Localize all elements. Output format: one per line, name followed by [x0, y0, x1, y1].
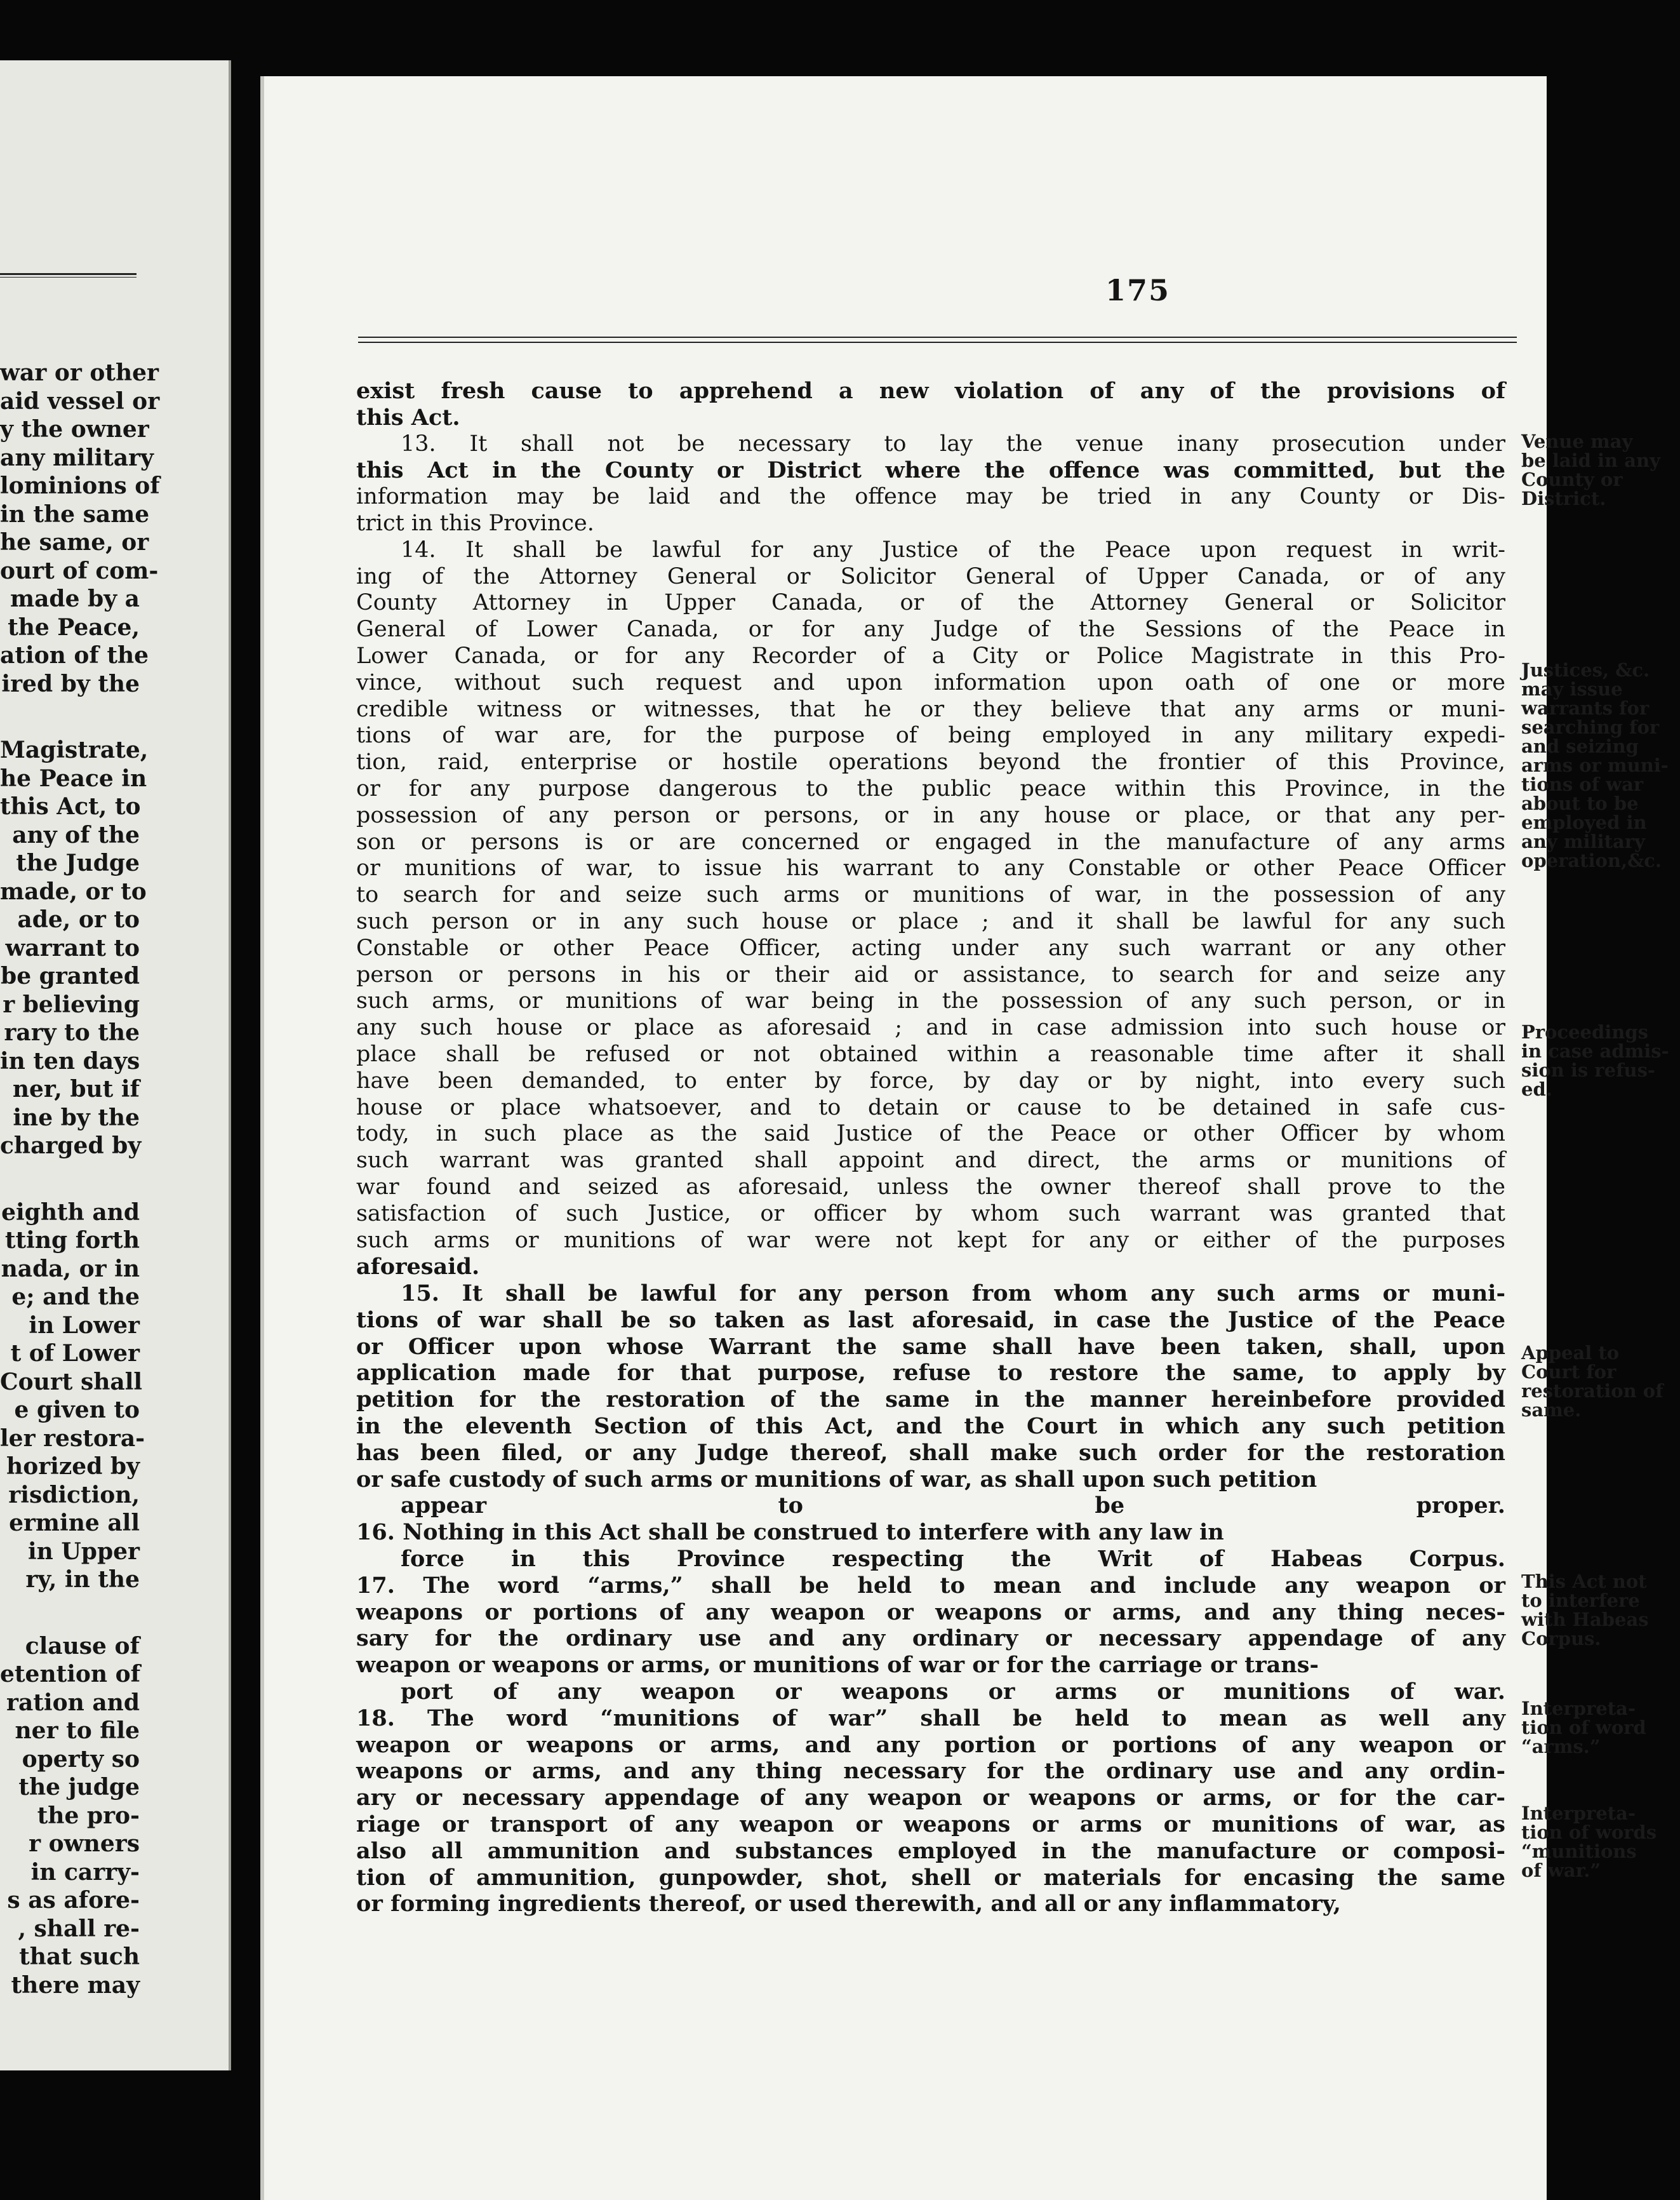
margin-note-line: with Habeas [1521, 1609, 1649, 1630]
left-page-line: aid vessel or [0, 387, 160, 415]
margin-note-line: District. [1521, 488, 1606, 509]
left-page-line: the Judge [16, 850, 140, 876]
left-page-line: ermine all [9, 1510, 140, 1536]
body-line: son or persons is or are concerned or engaged in the manufacture of any arms [356, 829, 1505, 855]
margin-note-line: “arms.” [1521, 1736, 1601, 1757]
body-line: this Act in the County or District where the offence was committed, but the [356, 457, 1505, 484]
margin-note-line: any military [1521, 831, 1645, 852]
margin-note-line: may issue [1521, 678, 1623, 700]
body-line: exist fresh cause to apprehend a new violation of any of the provisions of [356, 378, 1505, 404]
left-page-line: Court shall [0, 1368, 143, 1395]
left-page-line: in Upper [28, 1538, 140, 1565]
body-line: place shall be refused or not obtained within a reasonable time after it shall [356, 1041, 1505, 1067]
body-text [356, 378, 1505, 1917]
left-page-line: he Peace in [0, 765, 147, 792]
body-line: 16. Nothing in this Act shall be construed to interfere with any law in [356, 1519, 1224, 1546]
left-page-line: ade, or to [17, 906, 140, 933]
margin-note-line: Corpus. [1521, 1628, 1601, 1649]
left-page-line: r owners [29, 1830, 140, 1857]
left-page-line: ine by the [13, 1104, 140, 1131]
body-line: Constable or other Peace Officer, acting under any such warrant or any other [356, 935, 1505, 961]
body-line: credible witness or witnesses, that he or they believe that any arms or muni- [356, 696, 1505, 722]
left-page-line: etention of [0, 1661, 141, 1687]
left-page-line: that such [19, 1943, 140, 1970]
margin-note-line: ed. [1521, 1078, 1552, 1100]
left-page-line [0, 1160, 229, 1198]
body-line: such warrant was granted shall appoint and direct, the arms or munitions of [356, 1148, 1505, 1174]
margin-note-line: restoration of [1521, 1380, 1663, 1402]
body-line: or for any purpose dangerous to the public peace within this Province, in the [356, 775, 1505, 802]
body-line: Lower Canada, or for any Recorder of a City or Police Magistrate in this Pro- [356, 643, 1505, 669]
left-page-line: ration and [6, 1689, 140, 1716]
margin-note-line: Interpreta- [1521, 1802, 1636, 1824]
left-facing-page [0, 60, 231, 2070]
left-page-rule [0, 273, 137, 278]
margin-note-line: same. [1521, 1399, 1582, 1421]
body-line: tion of ammunition, gunpowder, shot, shell or materials for encasing the same [356, 1864, 1505, 1891]
body-line: aforesaid. [356, 1254, 480, 1280]
margin-note-line: County or [1521, 469, 1623, 490]
margin-note-line: searching for [1521, 716, 1660, 738]
margin-note-line: about to be [1521, 793, 1639, 814]
margin-note-line: operation,&c. [1521, 850, 1662, 871]
left-page-line: e; and the [11, 1284, 140, 1310]
left-page-line: tting forth [4, 1227, 140, 1254]
left-page-line: in ten days [0, 1047, 140, 1075]
body-line: have been demanded, to enter by force, by day or by night, into every such [356, 1068, 1505, 1094]
margin-note-line: be laid in any [1521, 450, 1660, 471]
body-line: port of any weapon or weapons or arms or munitions of war. [401, 1679, 1505, 1705]
body-line: trict in this Province. [356, 510, 594, 536]
body-line: tody, in such place as the said Justice of the Peace or other Officer by whom [356, 1121, 1505, 1147]
left-page-line: clause of [25, 1632, 140, 1660]
left-page-line: this Act, to [0, 793, 141, 820]
right-page [260, 76, 1669, 2200]
body-line: weapons or portions of any weapon or weapons or arms, and any thing neces- [356, 1599, 1505, 1625]
margin-note-line: tion of words [1521, 1821, 1657, 1843]
left-page-line: ry, in the [25, 1566, 140, 1593]
body-line: appear to be proper. [401, 1492, 1505, 1519]
page-number: 175 [1105, 273, 1171, 307]
margin-note-proceedings [1521, 1023, 1680, 1099]
left-page-line: s as afore- [7, 1887, 140, 1914]
body-line: such arms or munitions of war were not kept for any or either of the purposes [356, 1227, 1505, 1253]
left-page-line [0, 1594, 229, 1632]
left-page-line: in Lower [29, 1311, 140, 1339]
left-page-line: made by a [10, 586, 140, 612]
margin-note-line: and seizing [1521, 735, 1639, 757]
body-line: 15. It shall be lawful for any person from whom any such arms or muni- [401, 1280, 1505, 1307]
left-page-line: he same, or [0, 529, 149, 556]
body-line: 13. It shall not be necessary to lay the venue inany prosecution under [401, 431, 1505, 457]
margin-note-line: Proceedings [1521, 1021, 1648, 1043]
margin-note-line: Court for [1521, 1361, 1617, 1383]
margin-note-line: Justices, &c. [1521, 659, 1650, 681]
body-line: 18. The word “munitions of war” shall be held to mean as well any [356, 1705, 1505, 1731]
margin-note-munitions [1521, 1804, 1680, 1880]
margin-note-line: employed in [1521, 812, 1647, 833]
left-page-line: y the owner [0, 416, 149, 443]
left-page-line: lominions of [0, 473, 160, 499]
left-page-line: operty so [22, 1745, 140, 1773]
body-line: sary for the ordinary use and any ordinary or necessary appendage of any [356, 1625, 1505, 1652]
body-line: tions of war are, for the purpose of being employed in any military expedi- [356, 723, 1505, 749]
margin-note-arms [1521, 1699, 1680, 1756]
body-line: this Act. [356, 404, 460, 431]
body-line: satisfaction of such Justice, or officer by whom such warrant was granted that [356, 1200, 1505, 1226]
left-page-line: ired by the [1, 670, 140, 697]
body-line: County Attorney in Upper Canada, or of the Attorney General or Solicitor [356, 590, 1505, 616]
left-page-line: e given to [14, 1397, 140, 1423]
body-line: ary or necessary appendage of any weapon or weapons or arms, or for the car- [356, 1785, 1505, 1811]
left-page-line: in carry- [30, 1858, 140, 1886]
body-line: also all ammunition and substances employed in the manufacture or composi- [356, 1837, 1505, 1864]
body-line: possession of any person or persons, or in any house or place, or that any per- [356, 802, 1505, 828]
body-line: information may be laid and the offence may be tried in any County or Dis- [356, 484, 1505, 510]
margin-note-venue [1521, 432, 1680, 508]
margin-note-appeal [1521, 1343, 1680, 1419]
body-line: house or place whatsoever, and to detain or cause to be detained in safe cus- [356, 1094, 1505, 1120]
margin-note-line: tion of word [1521, 1717, 1646, 1738]
body-line: force in this Province respecting the Writ of Habeas Corpus. [401, 1546, 1505, 1573]
left-page-line [0, 698, 229, 736]
left-page-line: nada, or in [1, 1255, 140, 1282]
body-line: or forming ingredients thereof, or used therewith, and all or any inflammatory, [356, 1891, 1341, 1917]
left-page-line: t of Lower [10, 1340, 140, 1367]
body-line: to search for and seize such arms or munitions of war, in the possession of any [356, 882, 1505, 908]
body-line: 17. The word “arms,” shall be held to mean and include any weapon or [356, 1572, 1505, 1599]
left-page-line: ner, but if [12, 1076, 140, 1103]
left-page-line: made, or to [0, 878, 147, 905]
margin-note-justices [1521, 661, 1680, 870]
body-line: weapons or arms, and any thing necessary for the ordinary use and any ordin- [356, 1758, 1505, 1785]
left-page-line: any of the [12, 821, 140, 848]
margin-note-line: Interpreta- [1521, 1698, 1636, 1719]
left-page-line: there may [11, 1971, 140, 1999]
body-line: 14. It shall be lawful for any Justice of the Peace upon request in writ- [401, 537, 1505, 563]
left-page-line: warrant to [5, 934, 140, 962]
left-page-line: eighth and [1, 1198, 140, 1226]
body-line: tions of war shall be so taken as last aforesaid, in case the Justice of the Peace [356, 1306, 1505, 1333]
left-page-line: in the same [0, 500, 150, 528]
body-line: such arms, or munitions of war being in the possession of any such person, or in [356, 988, 1505, 1014]
body-line: or munitions of war, to issue his warrant to any Constable or other Peace Officer [356, 855, 1505, 882]
left-page-line: r believing [3, 991, 140, 1018]
margin-note-line: Venue may [1521, 431, 1633, 452]
left-page-line: the pro- [37, 1802, 140, 1829]
body-line: tion, raid, enterprise or hostile operations beyond the frontier of this Province, [356, 749, 1505, 775]
left-page-line: ler restora- [0, 1425, 145, 1452]
body-line: any such house or place as aforesaid ; and in case admission into such house or [356, 1015, 1505, 1041]
body-line: war found and seized as aforesaid, unless the owner thereof shall prove to the [356, 1174, 1505, 1200]
left-page-line: Magistrate, [0, 737, 149, 763]
left-page-line: risdiction, [8, 1481, 140, 1508]
left-page-line: the Peace, [8, 614, 140, 641]
left-page-line: ourt of com- [0, 557, 159, 584]
body-line: riage or transport of any weapon or weapons or arms or munitions of war, as [356, 1811, 1505, 1838]
body-line: General of Lower Canada, or for any Judge of the Sessions of the Peace in [356, 617, 1505, 643]
header-rule [358, 337, 1517, 343]
left-page-line: , shall re- [18, 1915, 140, 1942]
left-page-line: any military [0, 444, 154, 471]
left-page-line: ation of the [0, 642, 149, 669]
margin-note-line: This Act not [1521, 1571, 1647, 1592]
body-line: weapon or weapons or arms, or munitions of war or for the carriage or trans- [356, 1652, 1319, 1679]
margin-note-line: of war.” [1521, 1860, 1601, 1881]
margin-note-line: tions of war [1521, 774, 1644, 795]
body-line: person or persons in his or their aid or assistance, to search for and seize any [356, 962, 1505, 988]
body-line: ing of the Attorney General or Solicitor General of Upper Canada, or of any [356, 563, 1505, 589]
left-page-line: ner to file [15, 1717, 140, 1744]
body-line: has been filed, or any Judge thereof, shall make such order for the restoration [356, 1439, 1505, 1466]
left-page-line: be granted [1, 963, 140, 989]
left-page-text [0, 359, 229, 1999]
margin-note-line: “munitions [1521, 1841, 1637, 1862]
body-line: in the eleventh Section of this Act, and the Court in which any such petition [356, 1413, 1505, 1440]
margin-note-line: in case admis- [1521, 1040, 1669, 1062]
body-line: such person or in any such house or place ; and it shall be lawful for any such [356, 908, 1505, 934]
margin-note-line: warrants for [1521, 697, 1650, 719]
margin-note-line: Appeal to [1521, 1342, 1620, 1364]
margin-note-line: to interfere [1521, 1590, 1640, 1611]
body-line: or Officer upon whose Warrant the same shall have been taken, shall, upon [356, 1333, 1505, 1360]
margin-note-habeas [1521, 1572, 1680, 1648]
left-page-line: war or other [0, 359, 159, 386]
body-line: application made for that purpose, refuse to restore the same, to apply by [356, 1360, 1505, 1386]
body-line: weapon or weapons or arms, and any portion or portions of any weapon or [356, 1731, 1505, 1758]
left-page-line: the judge [18, 1774, 140, 1801]
left-page-line: horized by [6, 1453, 140, 1480]
body-line: petition for the restoration of the same in the manner hereinbefore provided [356, 1386, 1505, 1413]
left-page-line: charged by [0, 1132, 142, 1159]
margin-note-line: sion is refus- [1521, 1059, 1655, 1081]
margin-note-line: arms or muni- [1521, 755, 1669, 776]
body-line: vince, without such request and upon information upon oath of one or more [356, 669, 1505, 695]
left-page-line: rary to the [4, 1019, 140, 1046]
body-line: or safe custody of such arms or munitions of war, as shall upon such petition [356, 1466, 1317, 1492]
